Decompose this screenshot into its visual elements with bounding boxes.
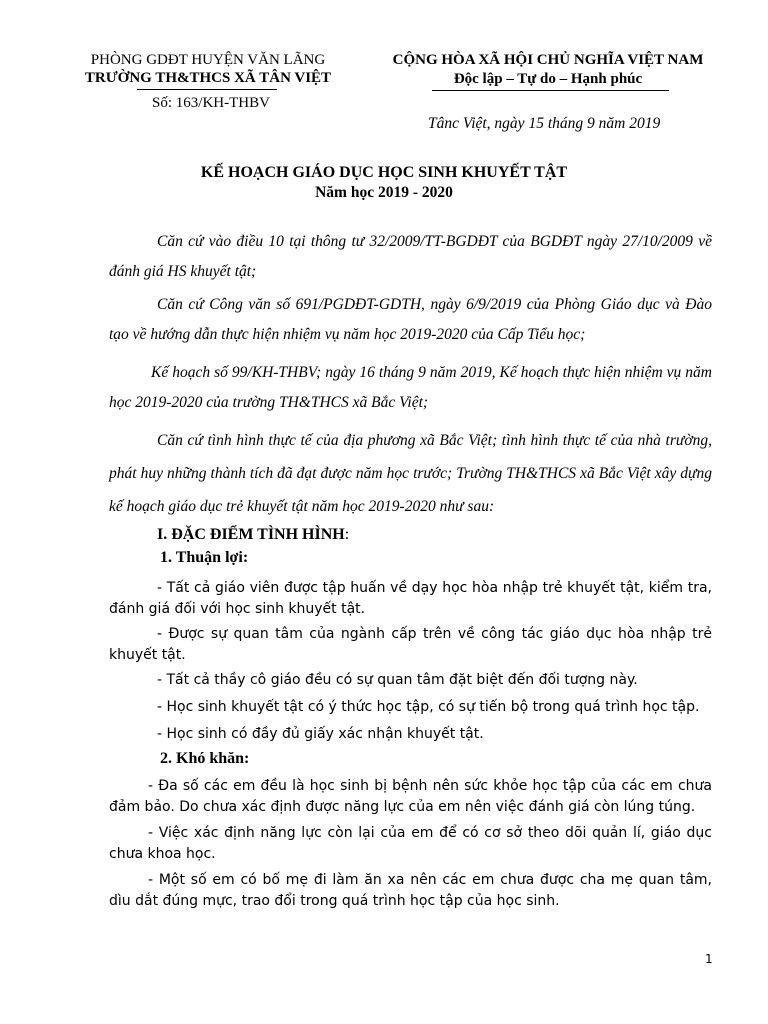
school-name-underline bbox=[137, 89, 277, 90]
preamble-paragraph-1: Căn cứ vào điều 10 tại thông tư 32/2009/TT-BGDĐT của BGDĐT ngày 27/10/2009 về đánh giá HS khuyết tật; bbox=[109, 233, 712, 280]
page-number: 1 bbox=[705, 952, 713, 966]
subheading-difficulties: 2. Khó khăn: bbox=[160, 750, 250, 767]
school-name: TRƯỜNG TH&THCS XÃ TÂN VIỆT bbox=[84, 70, 332, 86]
section-heading bbox=[157, 526, 349, 544]
preamble-paragraph-2: Căn cứ Công văn số 691/PGDĐT-GDTH, ngày 6/9/2019 của Phòng Giáo dục và Đào tạo về hướng dẫn thực hiện nhiệm vụ năm học 2019-2020 của Cấp Tiểu học; bbox=[109, 296, 712, 343]
advantage-item-2: - Được sự quan tâm của ngành cấp trên về công tác giáo dục hòa nhập trẻ khuyết tật. bbox=[109, 626, 712, 663]
subheading-advantages: 1. Thuận lợi: bbox=[160, 549, 249, 566]
document-date: Tânc Việt, ngày 15 tháng 9 năm 2019 bbox=[428, 115, 661, 132]
advantage-item-1: - Tất cả giáo viên được tập huấn về dạy học hòa nhập trẻ khuyết tật, kiểm tra, đánh giá đối với học sinh khuyết tật. bbox=[109, 580, 712, 617]
document-title: KẾ HOẠCH GIÁO DỤC HỌC SINH KHUYẾT TẬT bbox=[200, 164, 568, 181]
national-motto: Độc lập – Tự do – Hạnh phúc bbox=[453, 71, 643, 87]
difficulty-item-1: - Đa số các em đều là học sinh bị bệnh nên sức khỏe học tập của các em chưa đảm bảo. Do chưa xác định được năng lực của em nên việc đánh giá còn lúng túng. bbox=[109, 778, 712, 815]
difficulty-item-2: - Việc xác định năng lực còn lại của em để có cơ sở theo dõi quản lí, giáo dục chưa khoa học. bbox=[109, 825, 712, 862]
advantage-item-5: - Học sinh có đầy đủ giấy xác nhận khuyết tật. bbox=[157, 726, 484, 742]
preamble-paragraph-4: Căn cứ tình hình thực tế của địa phương xã Bắc Việt; tình hình thực tế của nhà trường, phát huy những thành tích đã đạt được năm học trước; Trường TH&THCS xã Bắc Việt xây dựng kế hoạch giáo dục trẻ khuyết tật năm học 2019-2020 như sau: bbox=[109, 432, 712, 515]
motto-underline bbox=[432, 90, 669, 91]
section-heading-colon: : bbox=[344, 526, 350, 543]
document-number: Số: 163/KH-THBV bbox=[152, 95, 270, 111]
difficulty-item-3: - Một số em có bố mẹ đi làm ăn xa nên các em chưa được cha mẹ quan tâm, dìu dắt đúng mực, trao đổi trong quá trình học tập của học sinh. bbox=[109, 872, 712, 909]
section-heading-text: I. ĐẶC ĐIỂM TÌNH HÌNH bbox=[157, 526, 345, 543]
advantage-item-3: - Tất cả thầy cô giáo đều có sự quan tâm đặt biệt đến đối tượng này. bbox=[157, 672, 638, 688]
school-year: Năm học 2019 - 2020 bbox=[315, 184, 453, 201]
preamble-paragraph-3: Kế hoạch số 99/KH-THBV; ngày 16 tháng 9 năm 2019, Kế hoạch thực hiện nhiệm vụ năm học 2019-2020 của trường TH&THCS xã Bắc Việt; bbox=[109, 364, 712, 411]
national-title: CỘNG HÒA XÃ HỘI CHỦ NGHĨA VIỆT NAM bbox=[392, 52, 704, 68]
department-name: PHÒNG GDĐT HUYỆN VĂN LÃNG bbox=[90, 52, 326, 68]
advantage-item-4: - Học sinh khuyết tật có ý thức học tập, có sự tiến bộ trong quá trình học tập. bbox=[157, 699, 700, 715]
